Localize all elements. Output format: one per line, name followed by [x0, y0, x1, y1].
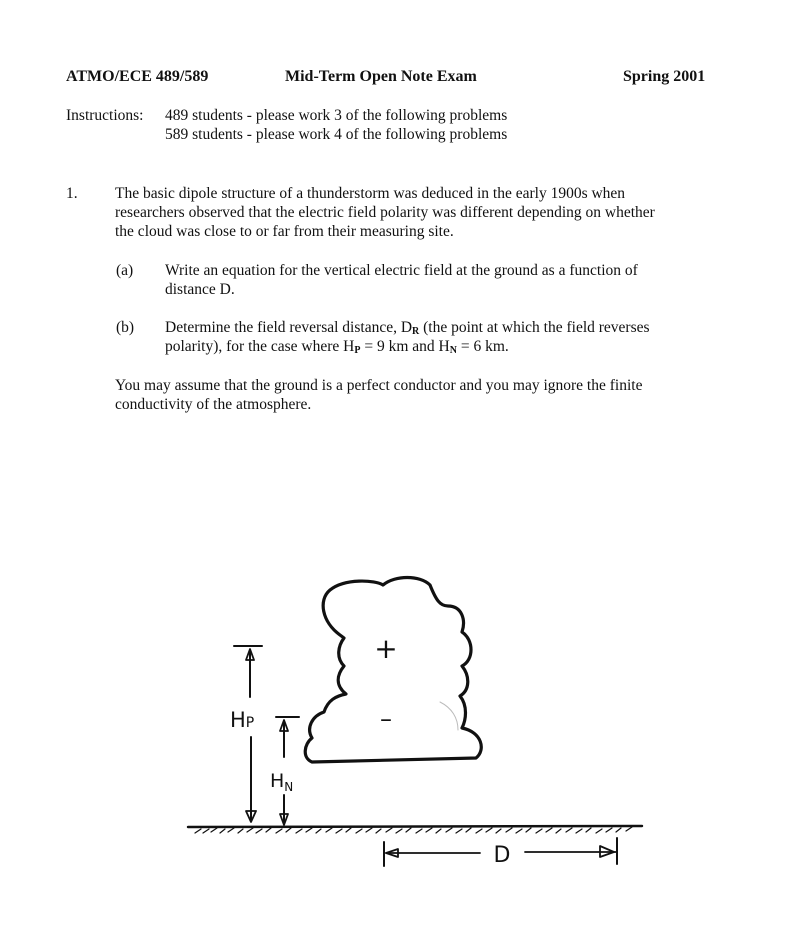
part-b-text: (the point at which the field reverses: [419, 319, 650, 336]
problem-note-line: conductivity of the atmosphere.: [115, 396, 312, 413]
hp-label-sub: P: [245, 715, 255, 731]
problem-intro-line: The basic dipole structure of a thunderstorm was deduced in the early 1900s when: [115, 185, 626, 202]
problem-number: 1.: [66, 185, 78, 202]
hn-label-sub: N: [284, 780, 294, 794]
negative-charge-symbol: –: [380, 705, 392, 733]
subscript-p: P: [354, 345, 361, 356]
part-b-label: (b): [116, 319, 135, 336]
ground-line: [188, 826, 642, 827]
hn-label-main: H: [270, 770, 285, 792]
distance-label: D: [493, 843, 511, 868]
instruction-line: 589 students - please work 4 of the following problems: [165, 126, 508, 143]
part-b-text: Determine the field reversal distance, D: [165, 319, 413, 336]
hp-label-main: H: [230, 708, 246, 732]
problem-note-line: You may assume that the ground is a perfect conductor and you may ignore the finite: [115, 377, 643, 394]
problem-intro-line: the cloud was close to or far from their measuring site.: [115, 223, 454, 240]
hp-label: [230, 708, 254, 732]
part-a-line: distance D.: [165, 281, 235, 298]
subscript-n: N: [449, 345, 457, 356]
positive-charge-symbol: +: [374, 632, 398, 665]
hn-label: [270, 770, 293, 794]
exam-title: Mid-Term Open Note Exam: [285, 68, 477, 85]
cloud-shading-stroke: [440, 702, 458, 730]
exam-term: Spring 2001: [623, 68, 706, 85]
part-a-line: Write an equation for the vertical electric field at the ground as a function of: [165, 262, 638, 279]
instructions-label: Instructions:: [66, 107, 144, 124]
cloud-outline: [305, 578, 481, 763]
instruction-line: 489 students - please work 3 of the following problems: [165, 107, 508, 124]
part-b-text: = 6 km.: [456, 338, 509, 355]
problem-intro-line: researchers observed that the electric field polarity was different depending on whether: [115, 204, 655, 221]
part-b-text: polarity), for the case where H: [165, 338, 355, 355]
course-code: ATMO/ECE 489/589: [66, 68, 209, 85]
part-a-label: (a): [116, 262, 134, 279]
subscript-r: R: [412, 326, 420, 337]
part-b-text: = 9 km and H: [360, 338, 450, 355]
